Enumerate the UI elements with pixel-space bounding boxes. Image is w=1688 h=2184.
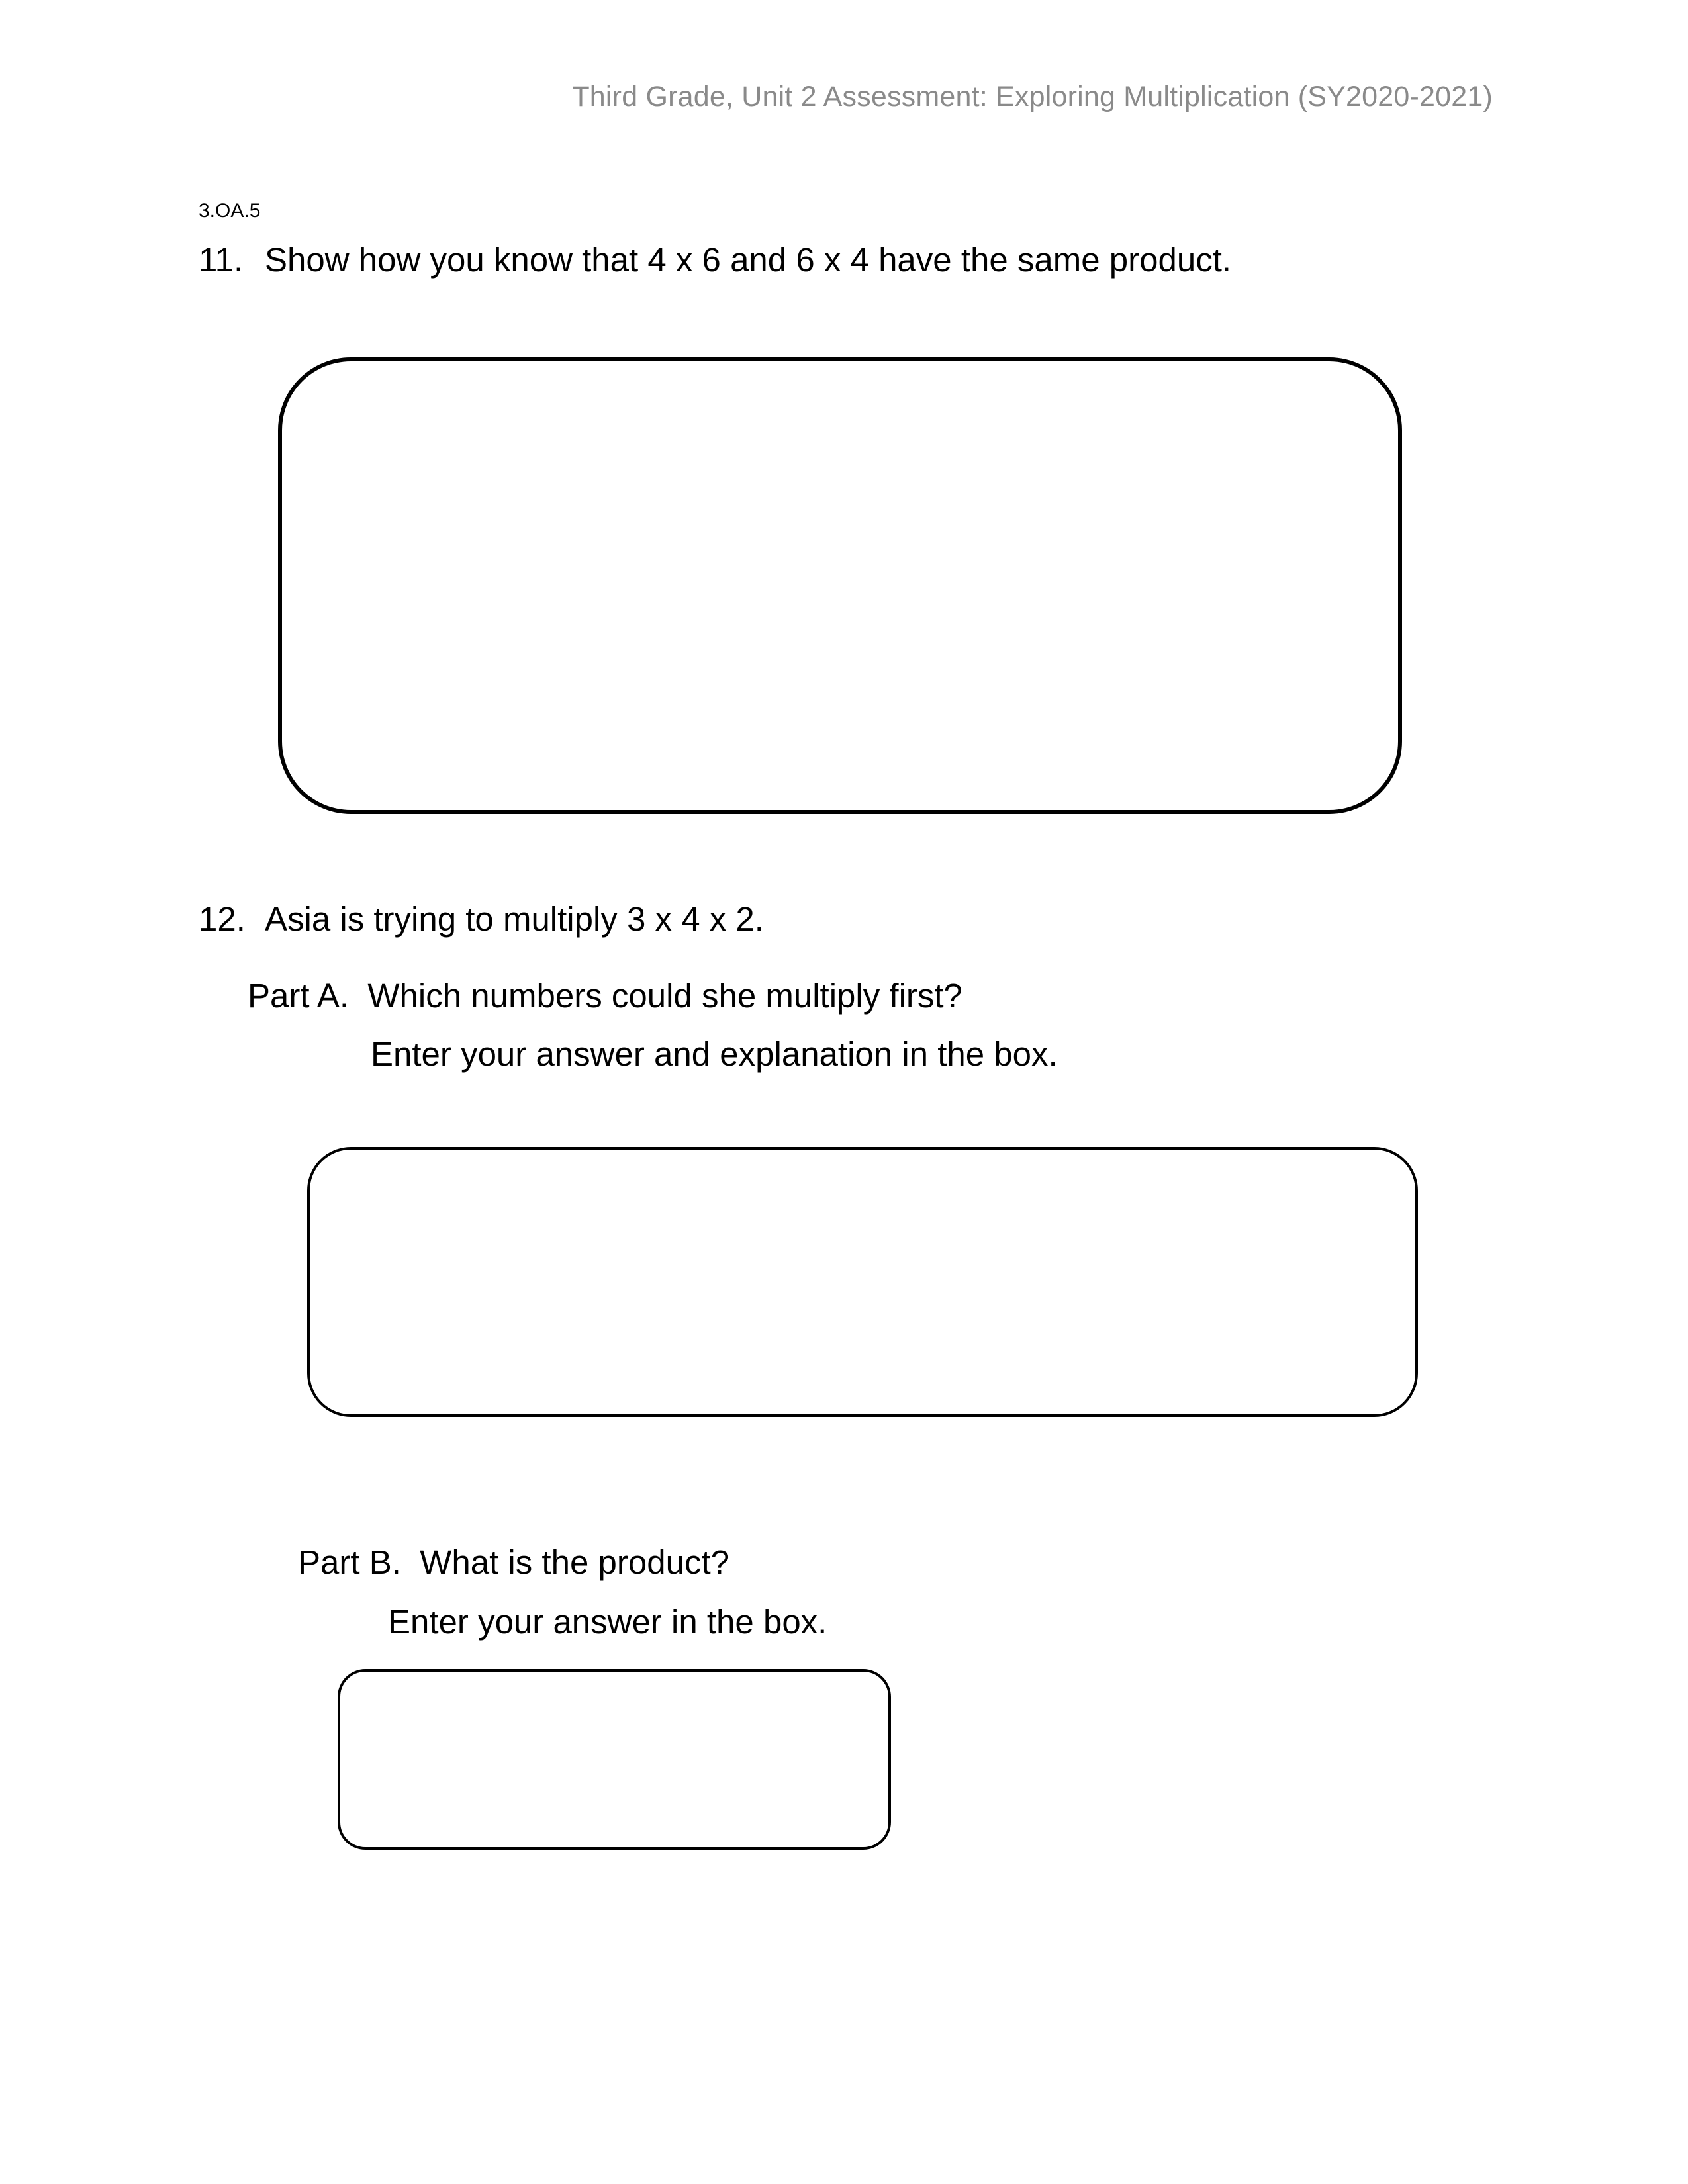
standard-code: 3.OA.5 <box>199 200 261 222</box>
part-a-question <box>248 976 962 1016</box>
question-11-number: 11. <box>199 241 244 279</box>
part-a-answer-box[interactable] <box>307 1147 1418 1417</box>
question-11-text: Show how you know that 4 x 6 and 6 x 4 have the same product. <box>265 241 1232 279</box>
part-a-prompt: Which numbers could she multiply first? <box>367 977 962 1015</box>
part-b-label: Part B. <box>298 1543 401 1581</box>
question-12 <box>199 899 764 939</box>
question-11 <box>199 240 1231 280</box>
part-b-prompt: What is the product? <box>420 1543 729 1581</box>
question-12-text: Asia is trying to multiply 3 x 4 x 2. <box>265 900 764 938</box>
question-12-number: 12. <box>199 900 246 938</box>
question-11-answer-box[interactable] <box>278 357 1402 814</box>
part-a-instruction: Enter your answer and explanation in the box. <box>371 1035 1058 1073</box>
part-b-question <box>298 1542 729 1582</box>
page-header: Third Grade, Unit 2 Assessment: Exploring Multiplication (SY2020-2021) <box>572 81 1493 113</box>
part-b-answer-box[interactable] <box>338 1669 891 1850</box>
part-b-instruction: Enter your answer in the box. <box>388 1603 827 1641</box>
part-a-label: Part A. <box>248 977 350 1015</box>
